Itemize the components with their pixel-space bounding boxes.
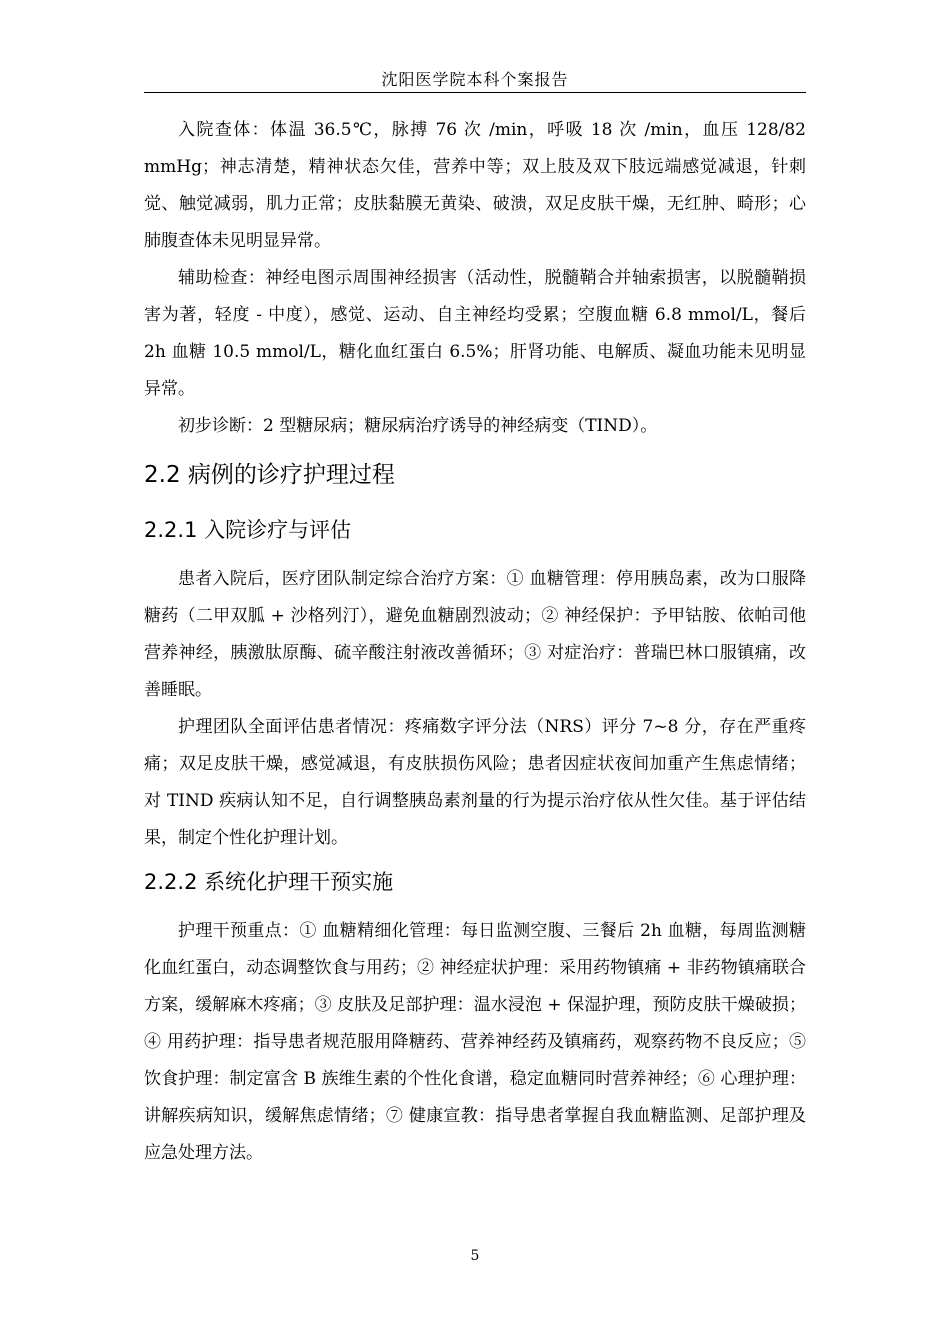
paragraph-auxiliary-exam: 辅助检查：神经电图示周围神经损害（活动性，脱髓鞘合并轴索损害，以脱髓鞘损害为著，轻度 - 中度），感觉、运动、自主神经均受累；空腹血糖 6.8 mmol/L，餐后 2h 血糖 10.5 mmol/L，糖化血红蛋白 6.5%；肝肾功能、电解质、凝血功能未见明显异常。: [144, 268, 806, 399]
section-heading-2-2: 2.2 病例的诊疗护理过程: [144, 462, 395, 488]
running-header: 沈阳医学院本科个案报告: [381, 70, 569, 89]
paragraph-nursing-interventions: 护理干预重点：① 血糖精细化管理：每日监测空腹、三餐后 2h 血糖，每周监测糖化血红蛋白，动态调整饮食与用药；② 神经症状护理：采用药物镇痛 + 非药物镇痛联合方案，缓解麻木疼痛；③ 皮肤及足部护理：温水浸泡 + 保湿护理，预防皮肤干燥破损；④ 用药护理：指导患者规范服用降糖药、营养神经药及镇痛药，观察药物不良反应；⑤ 饮食护理：制定富含 B 族维生素的个性化食谱，稳定血糖同时营养神经；⑥ 心理护理：讲解疾病知识，缓解焦虑情绪；⑦ 健康宣教：指导患者掌握自我血糖监测、足部护理及应急处理方法。: [144, 921, 806, 1163]
section-heading-2-2-2: 2.2.2 系统化护理干预实施: [144, 870, 394, 894]
paragraph-nursing-assessment: 护理团队全面评估患者情况：疼痛数字评分法（NRS）评分 7~8 分，存在严重疼痛；双足皮肤干燥，感觉减退，有皮肤损伤风险；患者因症状夜间加重产生焦虑情绪；对 TIND 疾病认知不足，自行调整胰岛素剂量的行为提示治疗依从性欠佳。基于评估结果，制定个性化护理计划。: [144, 717, 806, 848]
paragraph-physical-exam: 入院查体：体温 36.5℃，脉搏 76 次 /min，呼吸 18 次 /min，血压 128/82 mmHg；神志清楚，精神状态欠佳，营养中等；双上肢及双下肢远端感觉减退，针刺觉、触觉减弱，肌力正常；皮肤黏膜无黄染、破溃，双足皮肤干燥，无红肿、畸形；心肺腹查体未见明显异常。: [144, 120, 806, 251]
header-rule: [144, 92, 806, 93]
section-heading-2-2-1: 2.2.1 入院诊疗与评估: [144, 518, 352, 542]
page-number: 5: [470, 1248, 480, 1264]
document-body: [144, 112, 806, 1172]
paragraph-treatment-plan: 患者入院后，医疗团队制定综合治疗方案：① 血糖管理：停用胰岛素，改为口服降糖药（二甲双胍 + 沙格列汀），避免血糖剧烈波动；② 神经保护：予甲钴胺、依帕司他营养神经，胰激肽原酶、硫辛酸注射液改善循环；③ 对症治疗：普瑞巴林口服镇痛，改善睡眠。: [144, 569, 806, 700]
paragraph-preliminary-diagnosis: 初步诊断：2 型糖尿病；糖尿病治疗诱导的神经病变（TIND）。: [178, 416, 658, 436]
